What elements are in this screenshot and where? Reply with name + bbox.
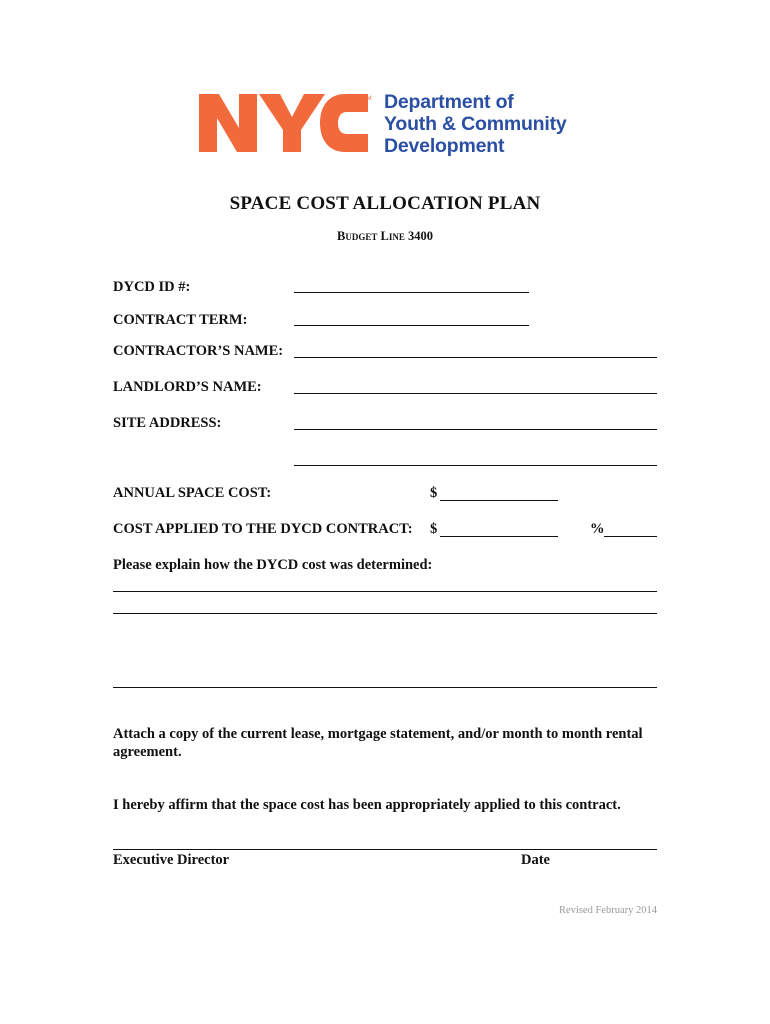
- cost-applied-percent-line[interactable]: [604, 536, 657, 537]
- nyc-logo-c: [320, 94, 368, 152]
- nyc-logo-tm: TM: [363, 96, 372, 102]
- landlord-name-label: LANDLORD’S NAME:: [113, 379, 262, 395]
- signature-line[interactable]: [113, 849, 657, 850]
- explain-line-2[interactable]: [113, 613, 657, 614]
- explain-line-3[interactable]: [113, 687, 657, 688]
- form-title: SPACE COST ALLOCATION PLAN: [229, 193, 541, 214]
- attach-note: Attach a copy of the current lease, mortgage statement, and/or month to month rental agreement.: [113, 726, 643, 760]
- annual-cost-currency: $: [430, 485, 438, 501]
- landlord-name-line[interactable]: [294, 393, 657, 394]
- site-address-line-1[interactable]: [294, 429, 657, 430]
- revision-note: Revised February 2014: [559, 905, 657, 916]
- agency-name: [384, 91, 567, 157]
- form-subtitle: Budget Line 3400: [337, 229, 433, 243]
- agency-line-1: Department of: [384, 91, 514, 113]
- cost-applied-currency: $: [430, 521, 438, 537]
- executive-director-label: Executive Director: [113, 852, 230, 868]
- cost-applied-amount-line[interactable]: [440, 536, 558, 537]
- cost-applied-label: COST APPLIED TO THE DYCD CONTRACT:: [113, 521, 413, 537]
- cost-applied-percent-symbol: %: [590, 521, 605, 537]
- affirmation-text: I hereby affirm that the space cost has been appropriately applied to this contract.: [113, 797, 621, 813]
- nyc-logo: [197, 92, 373, 154]
- explain-line-1[interactable]: [113, 591, 657, 592]
- explain-prompt: Please explain how the DYCD cost was determined:: [113, 557, 433, 573]
- nyc-logo-y: [259, 94, 325, 152]
- contractor-name-line[interactable]: [294, 357, 657, 358]
- dycd-id-label: DYCD ID #:: [113, 279, 191, 295]
- contract-term-line[interactable]: [294, 325, 529, 326]
- site-address-line-2[interactable]: [294, 465, 657, 466]
- contract-term-label: CONTRACT TERM:: [113, 312, 248, 328]
- contractor-name-label: CONTRACTOR’S NAME:: [113, 343, 284, 359]
- agency-line-2: Youth & Community: [384, 113, 567, 135]
- agency-line-3: Development: [384, 135, 505, 157]
- nyc-logo-n: [199, 94, 257, 152]
- annual-space-cost-line[interactable]: [440, 500, 558, 501]
- date-label: Date: [521, 852, 550, 868]
- dycd-id-line[interactable]: [294, 292, 529, 293]
- site-address-label: SITE ADDRESS:: [113, 415, 222, 431]
- annual-space-cost-label: ANNUAL SPACE COST:: [113, 485, 272, 501]
